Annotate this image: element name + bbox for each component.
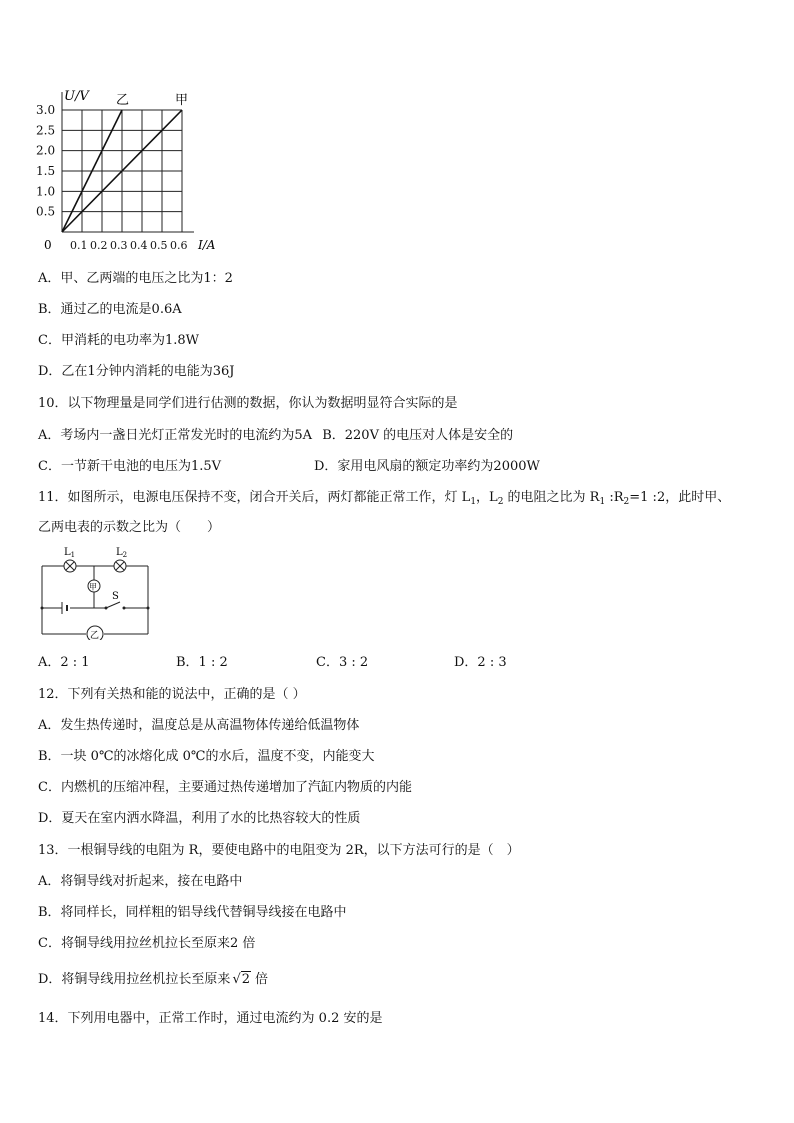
q12-option-d: D．夏天在室内洒水降温，利用了水的比热容较大的性质	[38, 811, 361, 826]
q11-subscript: 2	[497, 497, 504, 507]
origin-label: 0	[44, 238, 52, 252]
q11-subscript: 1	[599, 497, 606, 507]
q10-option-a: A．考场内一盏日光灯正常发光时的电流约为5A	[38, 428, 313, 443]
q9-option-c: C．甲消耗的电功率为1.8W	[38, 333, 199, 348]
graph-axis-labels	[36, 103, 188, 252]
sqrt-sign: √	[232, 972, 241, 987]
meter-yi-label: 乙	[90, 631, 100, 640]
q10-option-c: C．一节新干电池的电压为1.5V	[38, 459, 222, 474]
x-tick-label: 0.6	[170, 239, 188, 252]
x-tick-label: 0.1	[70, 239, 88, 252]
q13-option-d-text: D．将铜导线用拉丝机拉长至原来	[38, 972, 231, 987]
q11-option-c: C．3 : 2	[316, 655, 369, 670]
y-tick-label: 2.5	[36, 123, 56, 138]
lamp-l1-label: $L_1$	[64, 547, 76, 559]
x-axis-label: I/A	[198, 238, 216, 252]
q11-stem-part: 11．如图所示，电源电压保持不变，闭合开关后，两灯都能正常工作，灯 L	[38, 490, 471, 505]
q10-option-b: B．220V 的电压对人体是安全的	[322, 428, 514, 443]
line-label-yi: 乙	[116, 93, 130, 108]
q12-option-a: A．发生热传递时，温度总是从高温物体传递给低温物体	[38, 718, 360, 733]
x-tick-label: 0.2	[90, 239, 108, 252]
q13-option-b: B．将同样长，同样粗的铝导线代替铜导线接在电路中	[38, 905, 347, 920]
y-tick-label: 1.5	[36, 164, 56, 178]
q11-stem-part: ，L	[476, 490, 498, 505]
lamp-l2	[114, 560, 126, 572]
q11-stem-line2: 乙两电表的示数之比为（ ）	[38, 520, 221, 535]
y-axis-label: U/V	[64, 89, 89, 104]
q11-option-a: A．2 : 1	[38, 655, 90, 670]
q12-option-c: C．内燃机的压缩冲程，主要通过热传递增加了汽缸内物质的内能	[38, 780, 412, 795]
y-tick-label: 0.5	[36, 204, 56, 219]
q11-stem	[38, 490, 730, 510]
q10-stem: 10．以下物理量是同学们进行估测的数据，你认为数据明显符合实际的是	[38, 396, 458, 411]
q14-stem: 14．下列用电器中，正常工作时，通过电流约为 0.2 安的是	[38, 1011, 383, 1026]
q13-option-d	[38, 972, 268, 988]
x-tick-label: 0.5	[150, 239, 168, 252]
q11-stem-part: :R	[605, 490, 624, 505]
line-label-jia: 甲	[175, 93, 189, 108]
q11-subscript: 2	[623, 497, 630, 507]
q9-option-b: B．通过乙的电流是0.6A	[38, 302, 182, 317]
q9-option-a: A．甲、乙两端的电压之比为1：2	[38, 271, 233, 286]
q10-option-d: D．家用电风扇的额定功率约为2000W	[314, 459, 540, 474]
x-tick-label: 0.3	[110, 239, 128, 252]
lamp-l2-label: $L_2$	[116, 547, 128, 559]
sqrt-radicand: 2	[241, 972, 251, 987]
lamp-l1	[64, 560, 76, 572]
q12-option-b: B．一块 0℃的冰熔化成 0℃的水后，温度不变，内能变大	[38, 749, 375, 764]
y-tick-label: 1.0	[36, 184, 56, 199]
q13-option-d-suffix: 倍	[255, 972, 269, 987]
q11-stem-part: 的电阻之比为 R	[503, 490, 600, 505]
q10-options-cd	[38, 459, 540, 475]
q11-stem-part: =1 :2，此时甲、	[629, 490, 731, 505]
q9-option-d: D．乙在1分钟内消耗的电能为36J	[38, 364, 235, 379]
x-tick-label: 0.4	[130, 239, 148, 252]
q11-option-d: D．2 : 3	[454, 655, 507, 670]
circuit-diagram	[36, 544, 154, 640]
q12-stem: 12．下列有关热和能的说法中，正确的是（ ）	[38, 687, 306, 702]
meter-jia-label: 甲	[89, 582, 97, 592]
q11-options	[38, 655, 507, 671]
q11-option-b: B．1 : 2	[176, 655, 228, 670]
y-tick-label: 3.0	[36, 103, 56, 117]
q11-subscript: 1	[470, 497, 477, 507]
switch-label: S	[112, 591, 119, 602]
q13-stem: 13．一根铜导线的电阻为 R，要使电路中的电阻变为 2R，以下方法可行的是（ ）	[38, 843, 520, 858]
q13-option-c: C．将铜导线用拉丝机拉长至原来2 倍	[38, 936, 256, 951]
q13-option-a: A．将铜导线对折起来，接在电路中	[38, 874, 243, 889]
y-tick-label: 2.0	[36, 143, 56, 158]
q10-options-ab	[38, 428, 513, 444]
u-i-graph	[32, 86, 232, 256]
